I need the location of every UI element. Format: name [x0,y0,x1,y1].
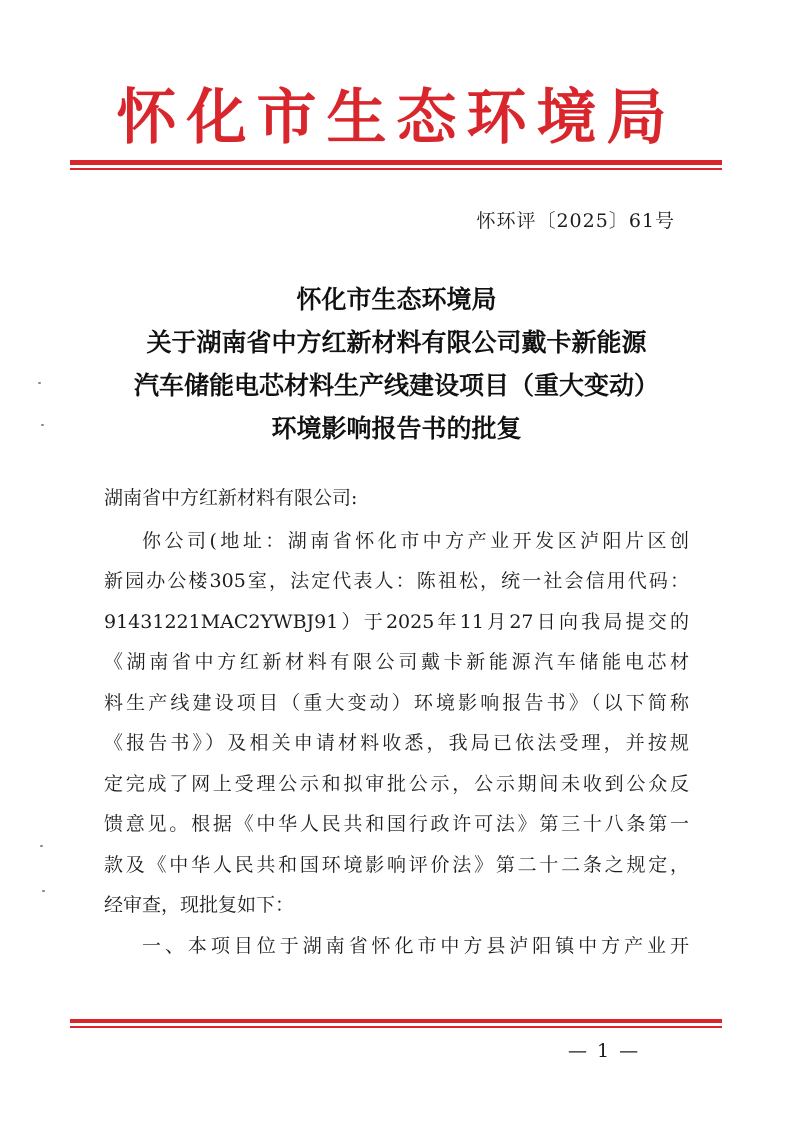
body-line: 馈意见。根据《中华人民共和国行政许可法》第三十八条第一 [104,813,689,835]
body-line: 定完成了网上受理公示和拟审批公示，公示期间未收到公众反 [104,772,689,795]
main-title [0,278,793,450]
header-rule-thin [70,168,722,170]
body-line: 91431221MAC2YWBJ91）于2025年11月27日向我局提交的 [104,610,689,633]
scan-speck [41,424,44,426]
document-body [104,478,689,966]
body-line: 经审查，现批复如下： [104,894,295,916]
title-line: 汽车储能电芯材料生产线建设项目（重大变动） [133,371,659,400]
body-line: 料生产线建设项目（重大变动）环境影响报告书》（以下简称 [104,691,689,714]
footer-rule-thin [70,1026,722,1028]
body-line: 新园办公楼305室，法定代表人：陈祖松，统一社会信用代码： [104,570,689,592]
title-line: 怀化市生态环境局 [296,285,497,314]
title-line: 关于湖南省中方红新材料有限公司戴卡新能源 [146,328,647,357]
header-org-name: 怀化市生态环境局 [116,83,677,153]
body-line: 《湖南省中方红新材料有限公司戴卡新能源汽车储能电芯材 [104,651,689,673]
footer-rule-thick [70,1019,722,1023]
scan-speck [38,382,41,384]
title-line: 环境影响报告书的批复 [271,414,522,443]
body-line: 《报告书》）及相关申请材料收悉，我局已依法受理，并按规 [104,732,689,754]
scan-speck [42,890,45,892]
page-number: — 1 — [568,1040,641,1062]
header-rule-thick [70,160,722,165]
document-number: 怀环评〔2025〕61号 [476,210,675,232]
scan-speck [40,845,43,847]
body-line: 款及《中华人民共和国环境影响评价法》第二十二条之规定， [104,853,689,876]
section-one-start: 一、本项目位于湖南省怀化市中方县泸阳镇中方产业开 [142,934,689,957]
addressee: 湖南省中方红新材料有限公司: [104,487,358,509]
body-line: 你公司(地址：湖南省怀化市中方产业开发区泸阳片区创 [142,529,689,552]
